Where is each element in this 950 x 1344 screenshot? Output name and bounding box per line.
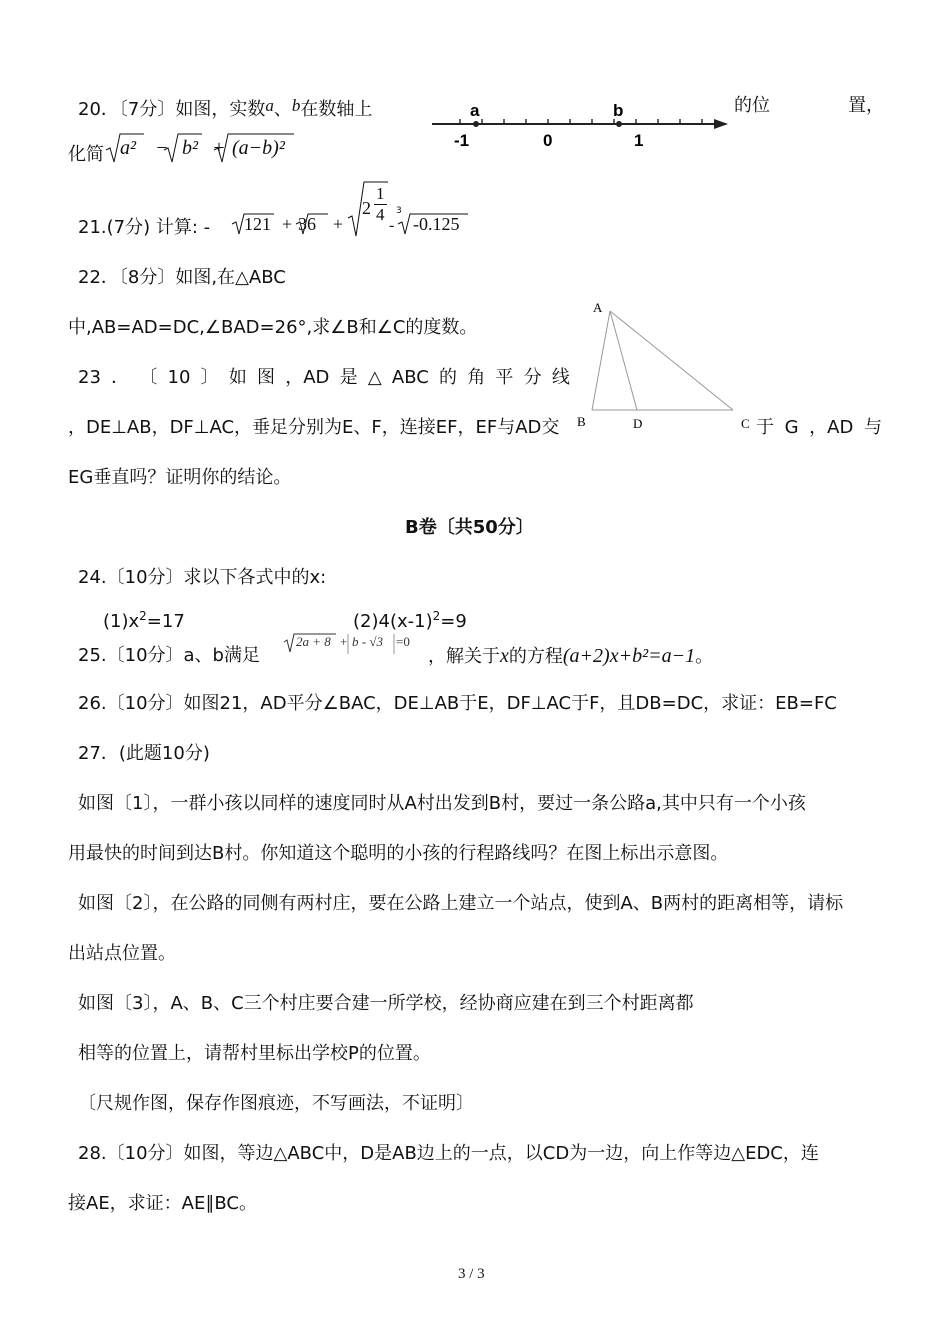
q23-line3: EG垂直吗？证明你的结论。 [68,467,292,488]
q21-expr [244,212,350,236]
q20-expr-text [120,136,285,160]
q22-line2: 中,AB=AD=DC,∠BAD=26°,求∠B和∠C的度数。 [68,317,478,338]
tick-1: 1 [634,131,644,150]
q23-w13: 平 [495,367,514,388]
q21-frac-num: 1 [376,184,385,203]
q23-line2-tail [756,416,882,440]
tick-neg1: -1 [454,131,470,150]
q26-line: 26.〔10分〕如图21，AD平分∠BAC，DE⊥AB于E，DF⊥AC于F，且DB=DC，求证：EB=FC [78,693,837,714]
q21-line [78,216,210,240]
q23-w15: 线 [551,367,570,388]
q20-suffix: 在数轴上 [300,99,373,120]
q23-line1 [78,366,570,390]
q23-w11: 的 [439,367,457,388]
q23-t2: ，AD [809,417,854,438]
q23-w7: ，AD [285,367,330,388]
q27-p3-line2: 相等的位置上，请帮村里标出学校P的位置。 [78,1043,431,1064]
q21-minus: - [389,217,395,234]
q27-p2-line1: 如图〔2〕，在公路的同侧有两村庄，要在公路上建立一个站点，使到A、B两村的距离相等，请标 [78,893,844,914]
q20-var-a: a [265,96,274,115]
q24-p2-sup: 2 [432,609,441,623]
q24-p2-pre: (2)4(x-1) [353,611,433,632]
q21-plus1: + [281,214,293,234]
q21-fraction [374,184,387,225]
q21-r1: 121 [244,214,271,234]
page-number: 3 / 3 [458,1266,485,1282]
q20-expr-a2: a² [120,137,136,159]
q27-note: 〔尺规作图，保存作图痕迹，不写画法，不证明〕 [78,1093,474,1114]
q21-r2: 36 [298,214,316,234]
q23-w1: ． [111,367,130,388]
label-a: a [470,101,480,120]
q25-condition [296,630,410,654]
q23-w5: 如 [228,367,247,388]
q24-line1: 24.〔10分〕求以下各式中的x: [78,567,327,588]
vertex-a: A [593,300,603,315]
point-a [473,121,479,127]
q25-var-x: x [500,645,509,667]
q20-expr-b2: b² [182,137,198,159]
q25-equation: (a+2)x+b²=a−1 [562,645,696,667]
q21-prefix: 21.(7分) 计算: - [78,217,211,238]
q23-t1: G [784,417,799,438]
q27-p1-line1: 如图〔1〕，一群小孩以同样的速度同时从A村出发到B村，要过一条公路a,其中只有一个小孩 [78,793,806,814]
q21-r3: -0.125 [413,214,460,234]
q25-mid: ，解关于 [428,646,500,667]
q23-w12: 角 [467,367,486,388]
q21-frac-whole: 2 [362,198,371,218]
q21-frac-den: 4 [376,205,385,224]
q20-prefix: 20．〔7分〕如图，实数 [78,99,266,120]
q23-w14: 分 [523,367,542,388]
q23-w9: △ [367,367,382,388]
q21-plus2: + [332,214,344,234]
q25-cond-plus: + [340,634,348,649]
q25-cond-eq: =0 [396,634,410,649]
q27-p3-line1: 如图〔3〕，A、B、C三个村庄要合建一所学校，经协商应建在到三个村距离都 [78,993,694,1014]
q25-rest [428,644,713,669]
q20-expr-minus: − [156,137,168,159]
number-line [430,100,730,150]
q23-t0: 于 [756,417,774,438]
vertex-c: C [741,416,750,431]
point-b [616,121,622,127]
q27-p2-line2: 出站点位置。 [68,943,176,964]
q25-prefix: 25.〔10分〕a、b满足 [78,645,260,666]
q23-w10: ABC [391,367,429,388]
tick-0: 0 [543,131,553,150]
label-b: b [613,101,624,120]
q25-cond-abs: b - √3 [352,634,383,649]
q23-w6: 图 [257,367,276,388]
q25-cond-root: 2a + 8 [296,634,331,649]
q28-line1: 28.〔10分〕如图，等边△ABC中，D是AB边上的一点，以CD为一边，向上作等边△EDC，连 [78,1143,819,1164]
q24-p1-post: =17 [146,611,185,632]
q20-sep: 、 [273,99,292,120]
q22-line1: 22．〔8分〕如图,在△ABC [78,267,286,288]
triangle-figure [575,296,755,436]
q23-w4: 〕 [200,367,219,388]
q20-line1 [78,94,372,122]
q24-p1-pre: (1)x [103,611,140,632]
q23-w2: 〔 [139,367,158,388]
q20-line2-prefix: 化简 [68,144,104,165]
q28-line2: 接AE，求证：AE∥BC。 [68,1193,257,1214]
q20-line2 [68,140,104,170]
q27-title: 27．(此题10分) [78,743,210,764]
q24-p1-sup: 2 [139,609,147,623]
q24-p2-post: =9 [440,611,467,632]
section-b-title: B卷〔共50分〕 [405,517,534,538]
q25-end: 。 [695,646,714,667]
q23-t3: 与 [863,417,882,438]
q27-p1-line2: 用最快的时间到达B村。你知道这个聪明的小孩的行程路线吗？在图上标出示意图。 [68,843,729,864]
q23-w0: 23 [78,367,101,388]
q20-tail-1: 的位 [734,95,770,116]
q23-line2: ，DE⊥AB，DF⊥AC，垂足分别为E、F，连接EF，EF与AD交 [68,417,560,438]
q21-cube-index: 3 [396,206,402,216]
q20-expr-ab: (a−b)² [232,137,285,159]
q23-w8: 是 [339,367,358,388]
q25-mid2: 的方程 [508,646,563,667]
q20-tail-2: 置， [848,95,884,116]
q24-part1 [103,604,185,634]
vertex-d: D [633,416,643,431]
q23-w3: 10 [167,367,191,388]
q20-expr-plus: + [213,137,225,159]
vertex-b: B [577,414,586,429]
q20-var-b: b [291,96,301,115]
